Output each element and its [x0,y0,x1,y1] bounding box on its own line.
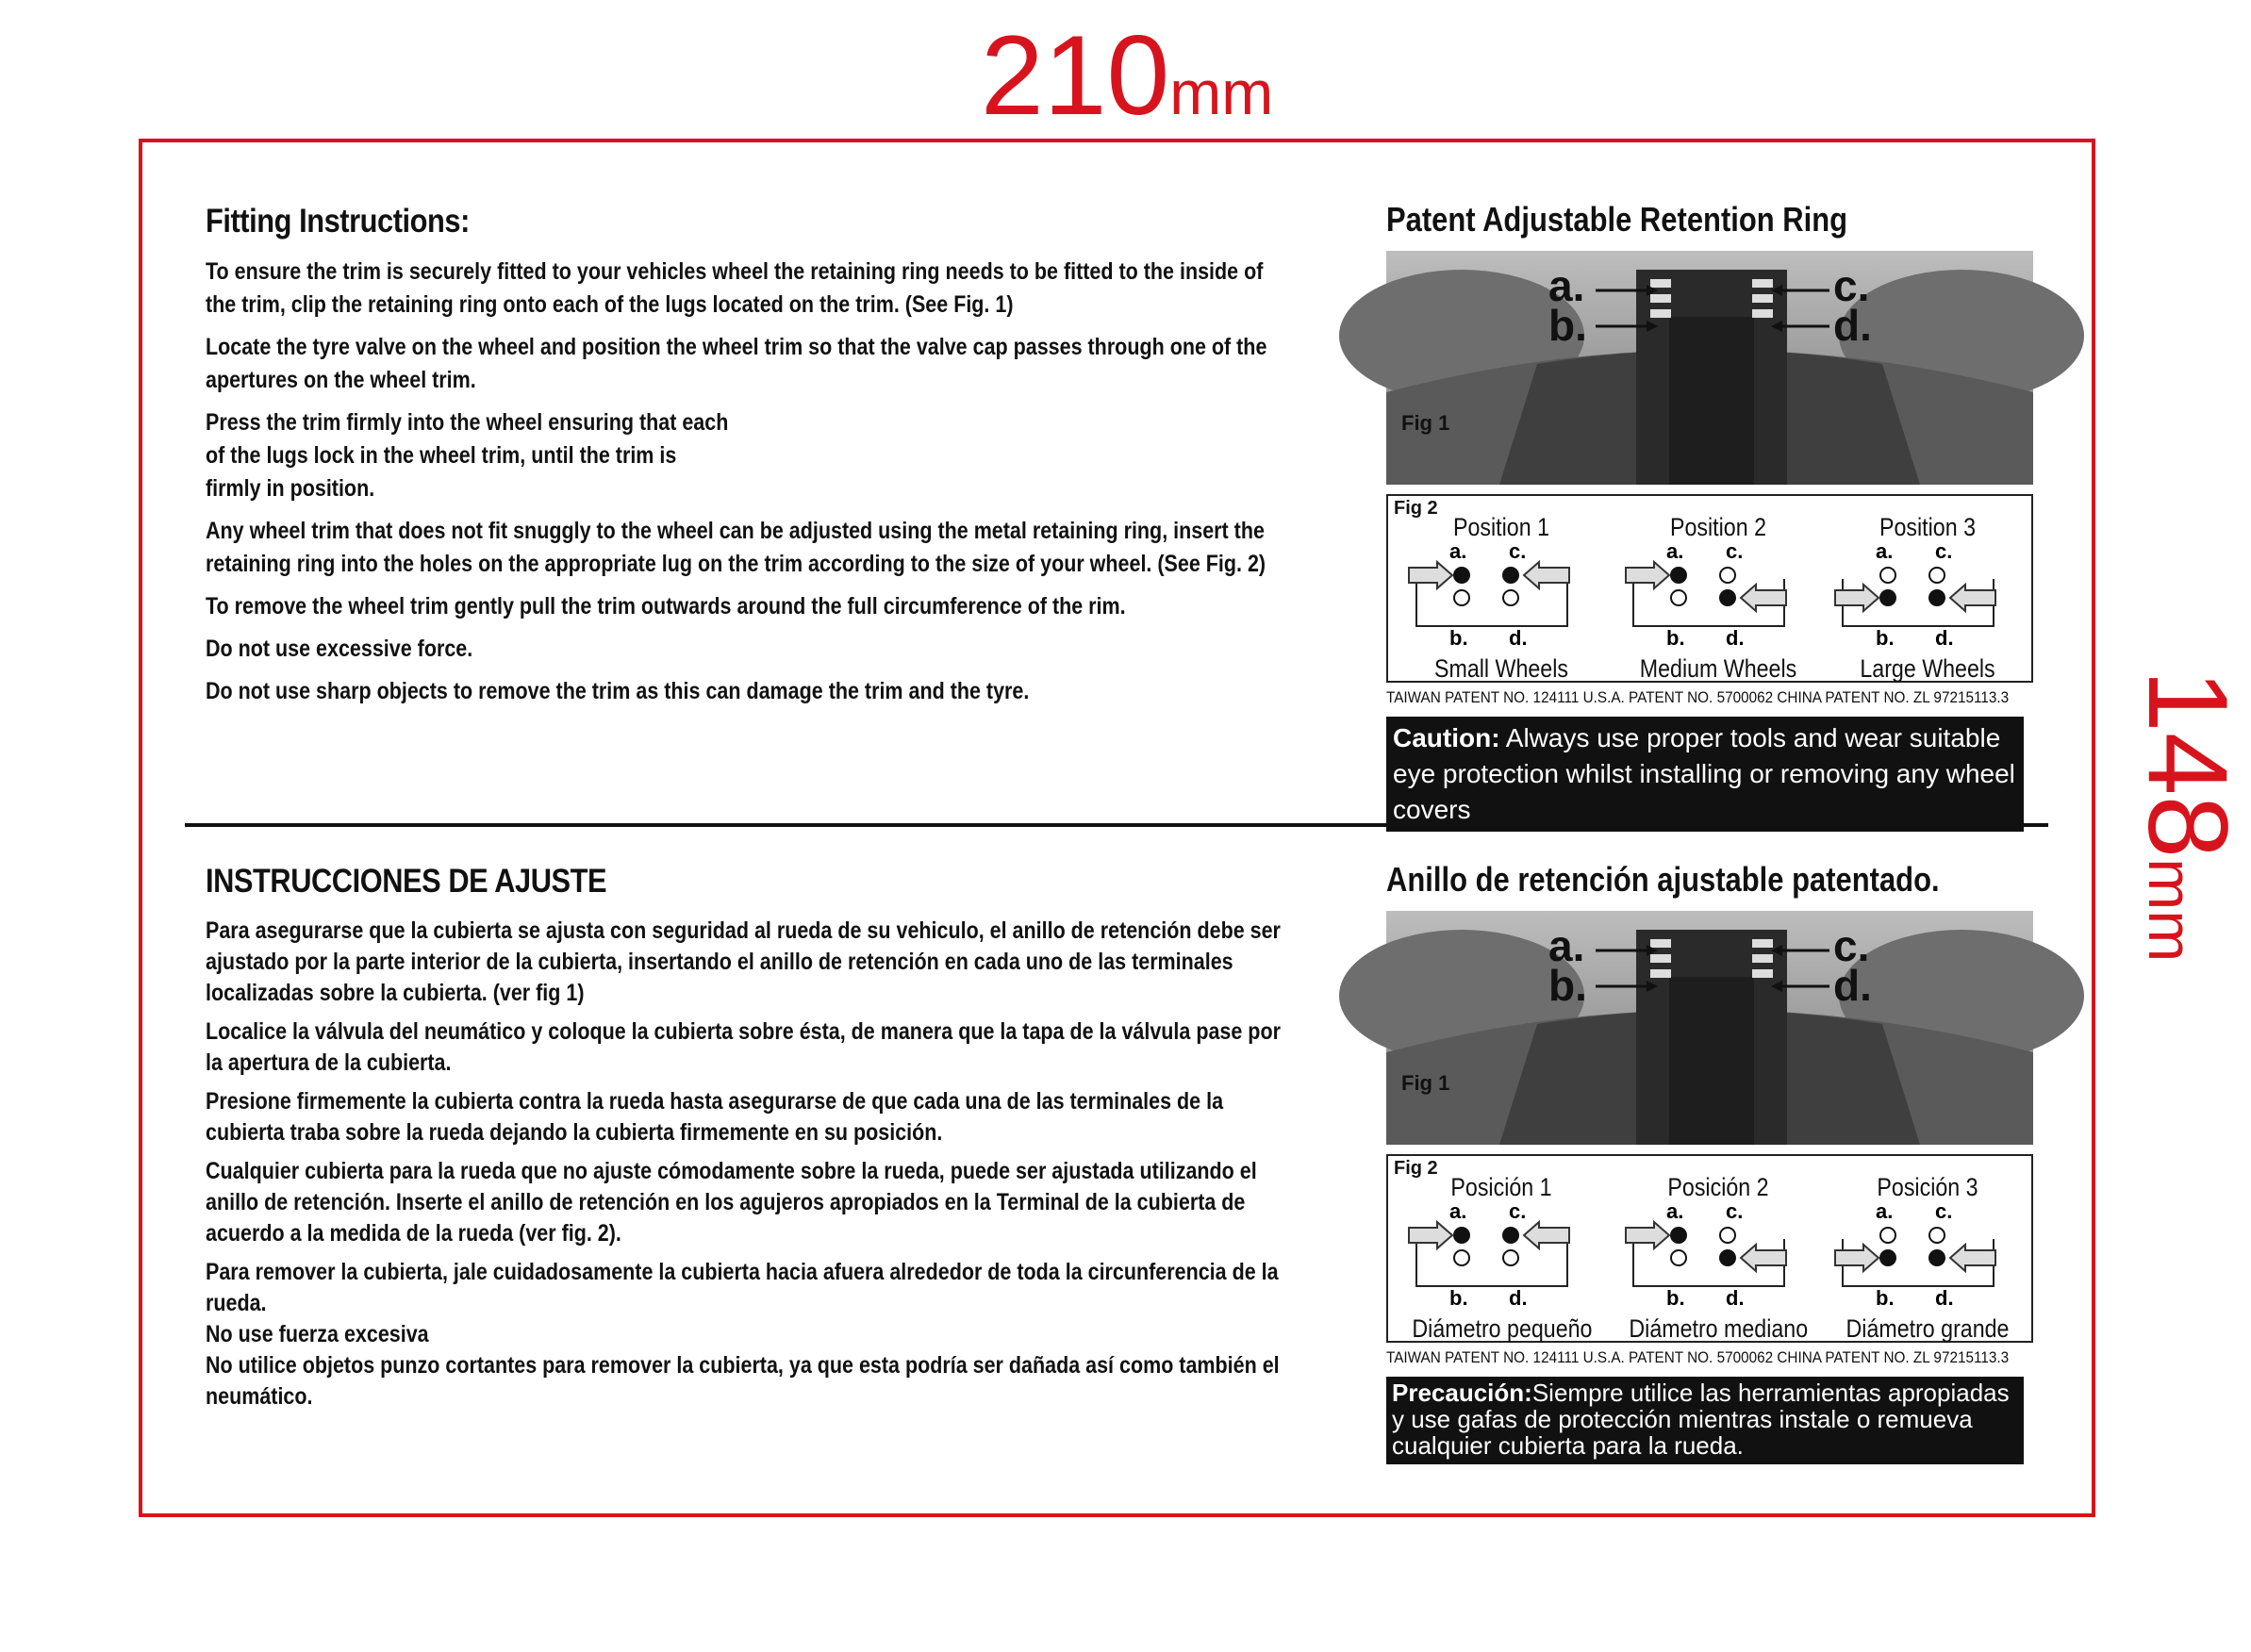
english-figure-panel [1386,200,2037,832]
retention-ring-photo [1386,911,2033,1145]
position-3-diagram [1824,1201,2031,1314]
svg-text:d.: d. [1509,626,1528,650]
svg-text:d.: d. [1935,1286,1954,1310]
svg-text:c.: c. [1509,539,1527,563]
position-caption: Medium Wheels [1639,654,1797,683]
ring-label-b: b. [1548,301,1587,350]
spanish-figure-title: Anillo de retención ajustable patentado. [1386,860,1940,899]
position-1 [1398,1173,1605,1343]
svg-text:b.: b. [1876,1286,1895,1310]
svg-text:c.: c. [1935,539,1953,563]
position-2-diagram [1614,541,1822,654]
spanish-heading: INSTRUCCIONES DE AJUSTE [206,863,607,900]
width-dimension [981,12,1274,139]
position-title: Position 2 [1670,513,1766,541]
spanish-figure-panel [1386,860,2037,1464]
patent-notice: TAIWAN PATENT NO. 124111 U.S.A. PATENT NO. 5700062 CHINA PATENT NO. ZL 97215113.3 [1386,688,2010,706]
ring-label-c: c. [1833,921,1870,970]
position-caption: Diámetro grande [1845,1314,2010,1343]
spanish-paragraph-6: No use fuerza excesiva [206,1321,429,1347]
ring-label-a: a. [1548,261,1585,310]
caution-box [1386,1377,2024,1464]
position-2 [1614,1173,1822,1343]
position-caption: Small Wheels [1434,654,1568,683]
fig1-photo [1386,251,2033,485]
svg-text:a.: a. [1876,539,1894,563]
english-paragraph-4: Any wheel trim that does not fit snuggly to the wheel can be adjusted using the metal retaining ring, insert the retaining ring into the holes on the appropriate lug on the trim according to the size of your wheel. (See Fig. 2) [206,518,1266,577]
fig2-positions [1386,1154,2033,1343]
english-figure-title: Patent Adjustable Retention Ring [1386,200,1848,239]
width-value: 210 [981,12,1170,139]
svg-text:b.: b. [1666,1286,1685,1310]
caution-text: Siempre utilice las herramientas apropiadas y use gafas de protección mientras instale o remueva cualquier cubierta para la rueda. [1392,1379,2010,1460]
height-dimension [2125,669,2251,963]
english-paragraph-6: Do not use excessive force. [206,636,473,662]
position-1-diagram [1398,1201,1605,1314]
retention-ring-photo [1386,251,2033,485]
svg-text:c.: c. [1726,1199,1744,1223]
position-title: Posición 3 [1877,1173,1978,1201]
svg-text:b.: b. [1876,626,1895,650]
height-unit: mm [2136,858,2206,963]
position-3-diagram [1824,541,2031,654]
ring-label-c: c. [1833,261,1870,310]
width-unit: mm [1169,58,1274,127]
position-title: Posición 1 [1450,1173,1552,1201]
spanish-paragraph-7: No utilice objetos punzo cortantes para remover la cubierta, ya que esta podría ser dañada así como también el neumático. [206,1352,1280,1410]
caution-box [1386,717,2024,832]
svg-text:c.: c. [1935,1199,1953,1223]
position-1-diagram [1398,541,1605,654]
caution-text: Always use proper tools and wear suitable eye protection whilst installing or removing any wheel covers [1393,723,2015,824]
position-caption: Diámetro pequeño [1412,1314,1593,1343]
spanish-paragraph-3: Presione firmemente la cubierta contra la rueda hasta asegurarse de que cada una de las terminales de la cubierta traba sobre la rueda dejando la cubierta firmemente en su posición. [206,1088,1224,1146]
caution-label: Precaución: [1392,1379,1532,1407]
english-paragraph-2: Locate the tyre valve on the wheel and position the wheel trim so that the valve cap passes through one of the apertures on the wheel trim. [206,334,1267,393]
position-caption: Large Wheels [1860,654,1995,683]
english-paragraph-5: To remove the wheel trim gently pull the trim outwards around the full circumference of the rim. [206,593,1126,620]
spanish-instructions [206,863,1309,1412]
ring-label-b: b. [1548,961,1587,1010]
svg-text:a.: a. [1449,539,1467,563]
position-3 [1824,513,2031,683]
svg-text:a.: a. [1876,1199,1894,1223]
caution-label: Caution: [1393,723,1500,752]
svg-text:b.: b. [1666,626,1685,650]
patent-notice: TAIWAN PATENT NO. 124111 U.S.A. PATENT NO. 5700062 CHINA PATENT NO. ZL 97215113.3 [1386,1348,2010,1366]
svg-text:c.: c. [1726,539,1744,563]
position-1 [1398,513,1605,683]
english-heading: Fitting Instructions: [206,203,470,240]
spanish-paragraph-2: Localice la válvula del neumático y coloque la cubierta sobre ésta, de manera que la tapa de la válvula pase por la apertura de la cubierta. [206,1018,1281,1076]
fig2-label: Fig 2 [1394,1158,1438,1179]
ring-label-d: d. [1833,961,1872,1010]
spanish-paragraph-4: Cualquier cubierta para la rueda que no ajuste cómodamente sobre la rueda, puede ser ajustada utilizando el anillo de retención. Inserte el anillo de retención en los agujeros apropiados en la Terminal de la cubierta de acuerdo a la medida de la rueda (ver fig. 2). [206,1158,1257,1247]
svg-text:d.: d. [1726,626,1745,650]
position-2-diagram [1614,1201,1822,1314]
position-title: Position 3 [1879,513,1976,541]
spanish-paragraph-1: Para asegurarse que la cubierta se ajusta con seguridad al rueda de su vehiculo, el anillo de retención debe ser ajustado por la parte interior de la cubierta, insertando el anillo de retención en cada uno de las terminales localizadas sobre la cubierta. (ver fig 1) [206,917,1281,1006]
english-paragraph-3: Press the trim firmly into the wheel ensuring that each of the lugs lock in the wheel trim, until the trim is firmly in position. [206,409,729,502]
english-paragraph-7: Do not use sharp objects to remove the trim as this can damage the trim and the tyre. [206,678,1030,704]
fig2-label: Fig 2 [1394,498,1438,519]
position-caption: Diámetro mediano [1629,1314,1809,1343]
svg-text:a.: a. [1666,1199,1684,1223]
english-instructions [206,203,1309,718]
fig1-label: Fig 1 [1401,411,1450,435]
fig1-photo [1386,911,2033,1145]
svg-text:b.: b. [1449,626,1468,650]
fig2-positions [1386,494,2033,683]
svg-text:b.: b. [1449,1286,1468,1310]
svg-text:d.: d. [1509,1286,1528,1310]
position-2 [1614,513,1822,683]
position-3 [1824,1173,2031,1343]
svg-text:d.: d. [1935,626,1954,650]
svg-text:a.: a. [1666,539,1684,563]
position-title: Posición 2 [1667,1173,1769,1201]
spanish-paragraph-5: Para remover la cubierta, jale cuidadosamente la cubierta hacia afuera alrededor de toda la circunferencia de la rueda. [206,1259,1279,1316]
ring-label-d: d. [1833,301,1872,350]
fig1-label: Fig 1 [1401,1071,1450,1095]
ring-label-a: a. [1548,921,1585,970]
svg-text:c.: c. [1509,1199,1527,1223]
svg-text:d.: d. [1726,1286,1745,1310]
svg-text:a.: a. [1449,1199,1467,1223]
position-title: Position 1 [1453,513,1549,541]
height-value: 148 [2125,669,2251,859]
english-paragraph-1: To ensure the trim is securely fitted to your vehicles wheel the retaining ring needs to be fitted to the inside of the trim, clip the retaining ring onto each of the lugs located on the trim. (See Fig. 1) [206,258,1264,318]
